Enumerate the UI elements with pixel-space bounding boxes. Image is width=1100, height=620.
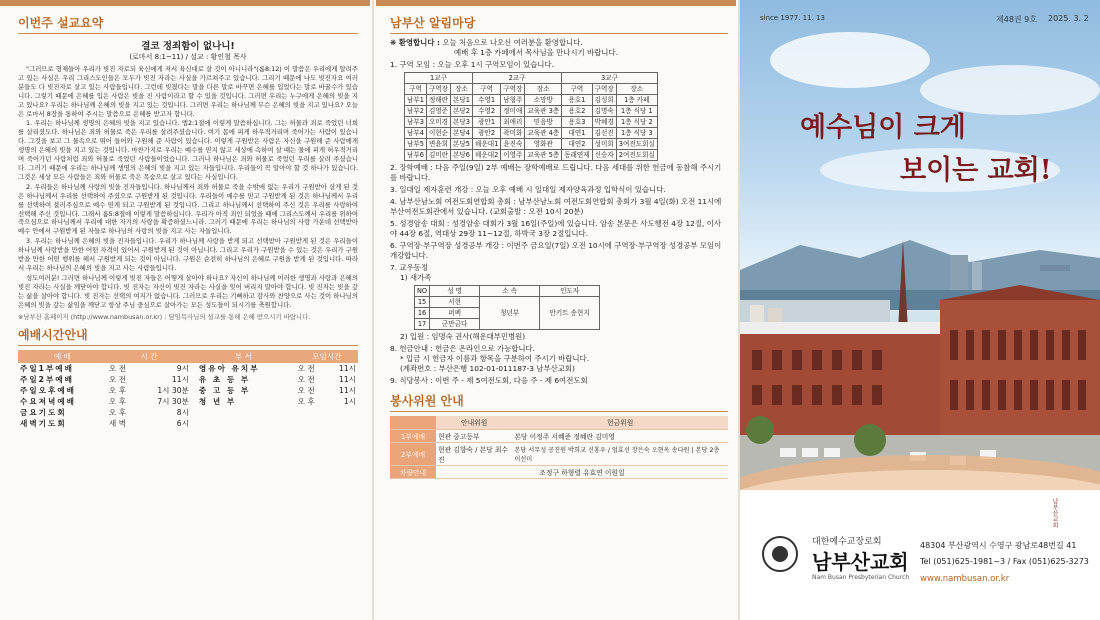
dept-name: 중 고 등 부	[198, 386, 251, 396]
service-period: 새 벽	[108, 419, 127, 429]
top-bar	[0, 0, 370, 6]
sermon-paragraph: "그러므로 형제들아 우리가 빚진 자로되 육신에게 져서 육신대로 살 것이 아니니라"(롬8:12) 이 말씀은 우리에게 알려주고 있는 사실은 우리 그리스도인들은 모두가 빚진 자라는 사실을 가르쳐주고 있습니다. 그리기 때문에 나도 빚진자요 여러분들도 다 빚진자로 살고 있는 사람들입니다. 그런데 빚졌다는 말을 다른 말로 바꾸면 은혜를 입었다는 말로 바꿀수가 있습니다. 그렇기 때문에 은혜를 입은 사람은 빚을 진 사람이라고 할 수 있을 것입니다. 그러면 우리는 누구에게 은혜의 빚을 지고 있나요? 우리는 하나님께 은혜의 빚을 지고 있는 것입니다. 그러면 우리는 하나님께 무슨 은혜의 빚을 지고 있나요? 오늘은 로마서 8장을 통하여 주시는 말씀으로 은혜를 받고자 합니다.	[18, 65, 358, 118]
district-table	[404, 72, 658, 161]
dept-name: 영유아 유치부	[198, 364, 260, 374]
col-header: 헌금위원	[512, 416, 728, 429]
service-time: 1시 30분	[157, 386, 189, 396]
col-header: 성 명	[430, 286, 480, 297]
district-cell: 남형주	[501, 95, 525, 106]
service-time: 9시	[176, 364, 189, 374]
table-row	[390, 465, 728, 478]
district-cell: 본당2	[451, 106, 473, 117]
welcome-label: ❋ 환영합니다 :	[390, 38, 440, 47]
district-cell: 윤진숙	[501, 139, 525, 150]
announcement-7: 7. 교우동정	[390, 263, 428, 272]
dept-period: 오 전	[297, 364, 315, 374]
district-cell: 남부3	[405, 117, 427, 128]
service-label: 1부예배	[390, 429, 436, 442]
district-cell: 본당1	[451, 95, 473, 106]
dept-period: 오 전	[297, 386, 315, 396]
cell: 15	[415, 297, 430, 308]
district-cell: 오미경	[426, 117, 450, 128]
dept-time: 1시	[343, 397, 356, 407]
top-bar	[376, 0, 736, 6]
dept-period: 오 전	[297, 375, 315, 385]
announcement-4: 4. 남부산남노회 여전도회연합회 총회 : 남부산남노회 여전도회연합회 총회가 3월 4일(화) 오전 11시에 부산여전도회관에서 있습니다. (교회출발 : 오전 10시 20분)	[390, 197, 722, 216]
col-header: 장소	[616, 84, 657, 95]
dept-time: 11시	[339, 386, 356, 396]
volunteers-table	[390, 416, 728, 479]
dept-period: 오 후	[297, 397, 315, 407]
announcements-body	[390, 38, 728, 386]
account-number: (계좌번호 : 부산은행 102-01-011187-3 남부산교회)	[400, 364, 575, 373]
table-row	[18, 396, 358, 407]
district-cell: 대연1	[562, 128, 592, 139]
district-cell: 해운대1	[472, 139, 500, 150]
district-cell: 남부4	[405, 128, 427, 139]
service-time: 7시 30분	[157, 397, 189, 407]
table-row	[405, 95, 658, 106]
table-row	[390, 429, 728, 442]
new-family-table	[414, 285, 600, 330]
service-time: 6시	[176, 419, 189, 429]
header-worship: 예 배	[18, 350, 107, 363]
col-header: 인도자	[540, 286, 600, 297]
col-header: 구역	[562, 84, 592, 95]
service-name: 주일오후예배	[20, 386, 77, 396]
district-cell: 영화관	[525, 139, 562, 150]
table-row	[405, 128, 658, 139]
service-period: 오 후	[108, 386, 127, 396]
sermon-section-title: 이번주 설교요약	[18, 14, 358, 34]
district-cell: 광안1	[472, 117, 500, 128]
building-sign: 남부산교회	[1051, 498, 1058, 528]
sermon-paragraph: 3. 우리는 하나님께 은혜의 빚을 진자들입니다. 우리가 하나님께 사랑을 받게 되고 선택받아 구원받게 된 것은 우리들이 하나님께 사랑받을 만한 어떤 자격이 있어서 구원받게 된 것이 아닙니다. 그리고 우리가 구원받을 수 있는 것은 우리가 구원받을 만한 어떤 행위를 해서 구원받게 되는 것이 아닙니다. 구원은 순전히 하나님의 은혜로 구원을 받게 된 것입니다. 따라서 우리는 하나님의 은혜의 빚을 지고 사는 사람들입니다.	[18, 237, 358, 272]
district-cell: 수영2	[472, 106, 500, 117]
church-photo	[740, 0, 1100, 490]
district-cell: 최애리	[501, 117, 525, 128]
cell: 안키트 송현지	[540, 297, 600, 330]
table-row	[18, 374, 358, 385]
district-cell: 남부6	[405, 150, 427, 161]
col-header: 장소	[525, 84, 562, 95]
district-cell: 1층 카페	[616, 95, 657, 106]
table-row	[18, 418, 358, 429]
service-period: 오 전	[108, 375, 127, 385]
cell: 청년부	[480, 297, 540, 330]
col-header: 장소	[451, 84, 473, 95]
district-cell: 본당3	[451, 117, 473, 128]
district-cell: 본당6	[451, 150, 473, 161]
offering-names: 본당 서무성 공진원 박희교 신홍우 / 엄효선 장은숙 오현옥 송다원 | 본당 2층 이선미	[512, 442, 728, 465]
dept-name: 청 년 부	[198, 397, 237, 407]
district-cell: 본당5	[451, 139, 473, 150]
volunteers-title: 봉사위원 안내	[390, 392, 728, 412]
since-date: since 1977. 11. 13	[760, 14, 825, 22]
district-cell: 1층 식당 3	[616, 128, 657, 139]
announcements-title: 남부산 알림마당	[390, 14, 728, 34]
guide-names: 현관 중고등부	[436, 429, 512, 442]
district-header: 2교구	[472, 73, 561, 84]
district-cell: 이영주	[501, 150, 525, 161]
district-cell: 정해란	[426, 95, 450, 106]
issue-number: 제48권 9호	[996, 15, 1037, 24]
sermon-reference: (로마서 8:1~11) / 설교 : 황인철 목사	[129, 53, 247, 61]
announcement-9: 9. 식당봉사 : 이번 주 - 제 5여전도회, 다음 주 - 제 6여전도회	[390, 376, 588, 385]
website-link[interactable]: www.nambusan.or.kr	[920, 574, 1010, 584]
district-header: 3교구	[562, 73, 658, 84]
service-name: 금요기도회	[20, 408, 67, 418]
table-row	[405, 117, 658, 128]
service-period: 오 전	[108, 364, 127, 374]
footer	[740, 498, 1100, 620]
col-header: 구역	[405, 84, 427, 95]
cell: 군만금다	[430, 319, 480, 330]
table-row	[18, 363, 358, 374]
cell: 16	[415, 308, 430, 319]
district-cell: 교육관 5층	[525, 150, 562, 161]
col-header: 구역	[472, 84, 500, 95]
header-time: 시 간	[107, 350, 191, 363]
col-header: 소 속	[480, 286, 540, 297]
table-row	[405, 150, 658, 161]
district-cell: 성미희	[592, 139, 616, 150]
worship-section-title: 예배시간안내	[18, 326, 358, 346]
district-cell: 2여전도회실	[616, 150, 657, 161]
sermon-paragraph: 2. 우리들은 하나님께 사랑의 빚을 진자들입니다. 하나님께서 죄와 허물로 죽을 수밖에 없는 우리가 구원받아 살게 된 것은 하나님께서 우리를 선택하여 주셨으로 구원받게 된 것입니다. 우리들이 예수를 믿고 구원받게 된 것은 하나님께서 우리를 선택하여 불러주심으로 예수 믿게 되고 구원받게 된 것입니다. 그리고 하나님께서 선택하여 주신 것은 우리를 사랑하여 선택해 주신 것입니다. 그래서 롬5:8절에 이렇게 말씀하십니다. 우리가 아직 죄인 되었을 때에 그리스도께서 우리를 위하여 죽으심으로 하나님께서 우리에 대한 자기의 사랑을 확증하셨느니라. 그러기 때문에 우리는 하나님의 사랑 가운데 선택받아 예수 안에서 구원받게 된 자들로 하나님의 사랑의 빚을 지고 사는 자들입니다.	[18, 182, 358, 236]
announcement-6: 6. 구역장·부구역장 성경공부 개강 : 이번주 금요일(7일) 오전 10시에 구역장·부구역장 성경공부 모임이 개강합니다.	[390, 241, 722, 260]
district-cell: 김명숙	[592, 106, 616, 117]
col-header: 구역장	[501, 84, 525, 95]
church-english-name: Nam Busan Presbyterian Church	[812, 574, 910, 581]
phone-fax: Tel (051)625-1981~3 / Fax (051)625-3273	[920, 557, 1089, 566]
service-name: 새벽기도회	[20, 419, 67, 429]
service-name: 주일1부예배	[20, 364, 74, 374]
table-row	[415, 297, 600, 308]
sermon-paragraph: 1. 우리는 하나님께 생명의 은혜의 빚을 지고 있습니다. 엡2:1절에 이렇게 말씀하십니다. 그는 허물과 죄로 죽었던 너희를 살리셨도다. 하나님은 죄와 허물로 죽은 우리를 살려주셨습니다. 여기 몸에 피게 하우적거리며 죽어가는 사람이 있습니다. 그것을 보고 그 물속으로 뛰어 들어와 구원해 준 사람이 있습니다. 이렇게 구원받은 사람은 자신을 구원해 준 사람에게 생명의 은혜의 빚을 지고 있는 것입니다. 마찬가지로 우리는 예수를 믿지 않고 세상에 속하여 살 때는 물에 피게 허우적거리며 죽어가던 사람처럼 죄와 허물로 죽었던 사람들이었습니다. 그러나 하나님은 죄와 허물로 죽었던 우리를 살려 주셨습니다. 그러기 때문에 우리는 하나님께 생명의 은혜의 빚을 지고 있는 자들입니다. 우리들이 꼭 알아야 할 것 하나가 있습니다. 그것은 세상 모든 사람들은 죄와 허물로 죽은 목숨으로 살고 있다는 사실입니다.	[18, 119, 358, 181]
slogan-line-2: 보이는 교회!	[900, 155, 1052, 186]
worship-schedule-table	[18, 350, 358, 429]
announcement-3: 3. 일대일 제자훈련 개강 : 오늘 오후 예배 시 일대일 제자양육과정 입학식이 있습니다.	[390, 185, 666, 194]
service-name: 수요저녁예배	[20, 397, 77, 407]
guide-names: 현관 김향숙 / 본당 최수진	[436, 442, 512, 465]
header-meeting-time: 모임시간	[296, 350, 358, 363]
district-cell: 용호3	[562, 117, 592, 128]
issue-date: 2025. 3. 2	[1048, 14, 1089, 23]
district-cell: 김성희	[592, 95, 616, 106]
col-header: NO	[415, 286, 430, 297]
table-row	[18, 407, 358, 418]
homepage-note: ※남부산 홈페이지 (http://www.nambusan.or.kr) : 담임목사님의 설교를 통해 은혜 받으시기 바랍니다.	[18, 313, 311, 322]
sermon-panel	[0, 0, 370, 620]
district-cell: 용호2	[562, 106, 592, 117]
header-dept: 부 서	[191, 350, 296, 363]
district-cell: 믿음방	[525, 117, 562, 128]
district-cell: 남부5	[405, 139, 427, 150]
district-cell: 수영1	[472, 95, 500, 106]
district-cell: 교육관 3층	[525, 106, 562, 117]
announcement-8: 8. 헌금안내 : 헌금은 온라인으로 가능합니다.	[390, 344, 536, 353]
service-time: 8시	[176, 408, 189, 418]
district-cell: 변윤희	[426, 139, 450, 150]
service-label: 2부예배	[390, 442, 436, 465]
district-cell: 김영준	[426, 106, 450, 117]
table-row	[390, 442, 728, 465]
district-cell: 신승자	[592, 150, 616, 161]
district-cell: 박혜경	[592, 117, 616, 128]
col-header: 안내위원	[436, 416, 512, 429]
table-row	[405, 139, 658, 150]
district-cell: 교육관 4층	[525, 128, 562, 139]
service-time: 11시	[171, 375, 189, 385]
fold-line	[372, 0, 374, 620]
col-header: 구역장	[592, 84, 616, 95]
district-cell: 3여전도회실	[616, 139, 657, 150]
district-cell: 김선진	[592, 128, 616, 139]
district-cell: 대연2	[562, 139, 592, 150]
dept-name: 유 초 등 부	[198, 375, 251, 385]
address: 48304 부산광역시 수영구 광남로48번길 41	[920, 541, 1077, 550]
cover-panel	[740, 0, 1100, 620]
table-row	[18, 385, 358, 396]
offering-note: * 입금 시 헌금자 이름과 항목을 구분하여 주시기 바랍니다.	[400, 354, 590, 363]
cell: 서현	[430, 297, 480, 308]
church-seal	[762, 536, 798, 572]
slogan-line-1: 예수님이 크게	[800, 112, 966, 143]
welcome-line-1: 오늘 처음으로 나오신 여러분을 환영합니다.	[442, 38, 583, 47]
offering-names: 본당 이정주 서혜준 정혜란 김미영	[512, 429, 728, 442]
hospital-note: 2) 입원 : 임명숙 권사(해운대부민병원)	[400, 332, 526, 341]
district-cell: 용호1	[562, 95, 592, 106]
district-cell: 본당4	[451, 128, 473, 139]
church-illustration	[740, 0, 1100, 490]
sermon-paragraph: 성도여러분! 그러면 하나님께 이렇게 빚진 자들은 어떻게 살아야 하나요? 자신이 하나님께 이러한 생명과 사랑과 은혜의 빚진 자라는 사실을 깨닫아야 합니다. 빚 진자는 자신이 빚진 자라는 사실을 잊어 버리지 말아야 합니다. 빚 진자는 빚을 갚는 삶을 살아야 합니다. 빚 진자는 선택의 여지가 없습니다. 그러므로 우리는 기뻐하고 감사와 찬양으로 사는 것이 하나님의 은혜의 빚을 갚는 삶임을 깨닫고 항상 주님 중심으로 살아가는 모든 성도들이 되시기를 축원합니다.	[18, 273, 358, 309]
district-cell: 곽미화	[501, 128, 525, 139]
district-cell: 해운대2	[472, 150, 500, 161]
district-cell: 남부1	[405, 95, 427, 106]
district-cell: 동래연제	[562, 150, 592, 161]
district-cell: 1층 식당 1	[616, 106, 657, 117]
welcome-line-2: 예배 후 1층 카페에서 목사님을 만나시기 바랍니다.	[454, 48, 618, 57]
district-cell: 이현순	[426, 128, 450, 139]
parking-names: 조정구 하형렬 유효연 이원일	[436, 465, 728, 478]
dept-time: 11시	[339, 375, 356, 385]
church-name: 남부산교회	[812, 550, 909, 574]
announcement-1: 1. 구역 모임 : 오늘 오후 1시 구역모임이 있습니다.	[390, 60, 554, 69]
new-family-label: 1) 새가족	[400, 273, 432, 282]
sermon-title: 결코 정죄함이 없나니!	[141, 41, 235, 52]
district-cell: 남부2	[405, 106, 427, 117]
cell: 퍼펙	[430, 308, 480, 319]
denomination: 대한예수교장로회	[812, 537, 882, 547]
table-row	[405, 106, 658, 117]
announcement-2: 2. 장학예배 : 다음 주일(9일) 2부 예배는 장학예배로 드립니다. 다음 세대를 위한 헌금에 동참해 주시기를 바랍니다.	[390, 163, 722, 182]
col-header: 구역장	[426, 84, 450, 95]
district-cell: 광안2	[472, 128, 500, 139]
service-name: 주일2부예배	[20, 375, 74, 385]
district-cell: 정미애	[501, 106, 525, 117]
dept-time: 11시	[339, 364, 356, 374]
service-period: 오 후	[108, 408, 127, 418]
district-cell: 소망방	[525, 95, 562, 106]
service-period: 오 후	[108, 397, 127, 407]
district-header: 1교구	[405, 73, 473, 84]
service-label: 차량안내	[390, 465, 436, 478]
cell: 17	[415, 319, 430, 330]
district-cell: 1층 식당 2	[616, 117, 657, 128]
announcements-panel	[376, 0, 736, 620]
district-cell: 김미란	[426, 150, 450, 161]
announcement-5: 5. 성경암송 대회 : 성경암송 대회가 3월 16일(주일)에 있습니다. 암송 본문은 사도행전 4장 12절, 이사야 44장 6절, 역대상 29장 11~12절, 하박국 3장 2절입니다.	[390, 219, 721, 238]
